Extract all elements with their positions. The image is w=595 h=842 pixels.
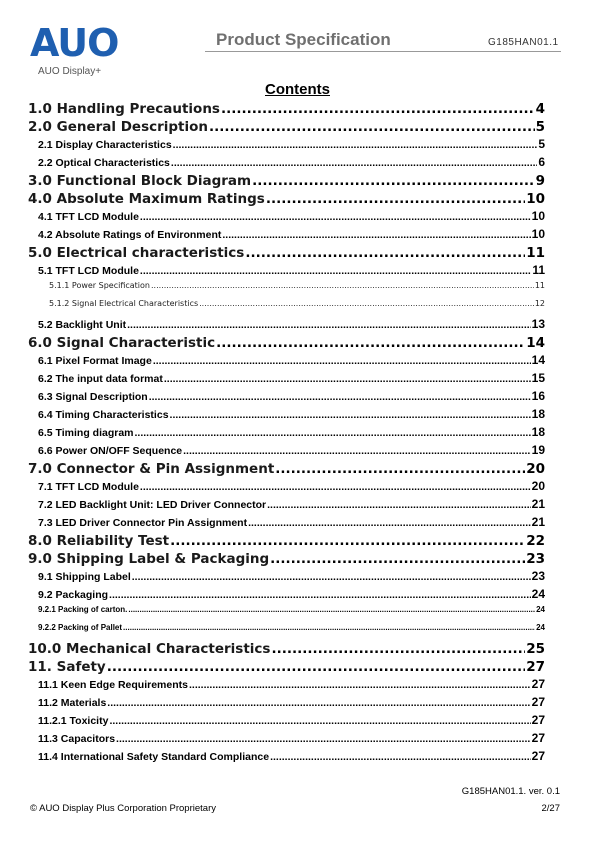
logo-mark: AUO — [30, 21, 119, 65]
toc-dot-leader — [151, 281, 534, 290]
toc-entry-page: 18 — [531, 407, 545, 421]
toc-entry-page: 14 — [531, 353, 545, 367]
toc-entry-title: 11.3 Capacitors — [38, 733, 116, 745]
toc-dot-leader — [245, 245, 525, 261]
toc-entry[interactable] — [28, 425, 545, 443]
toc-entry-page: 18 — [531, 425, 545, 439]
toc-entry[interactable] — [28, 533, 545, 551]
toc-entry-title: 11.2 Materials — [38, 697, 107, 709]
toc-entry-page: 27 — [531, 749, 545, 763]
toc-dot-leader — [149, 391, 531, 403]
toc-entry-page: 9 — [535, 173, 545, 189]
toc-dot-leader — [252, 173, 534, 189]
toc-entry[interactable] — [28, 299, 545, 317]
toc-entry[interactable] — [28, 497, 545, 515]
toc-entry-page: 21 — [531, 515, 545, 529]
toc-entry[interactable] — [28, 479, 545, 497]
toc-entry-page: 13 — [531, 317, 545, 331]
toc-entry-page: 5 — [538, 137, 545, 151]
toc-entry[interactable] — [28, 515, 545, 533]
toc-entry[interactable] — [28, 659, 545, 677]
toc-dot-leader — [128, 605, 535, 614]
toc-entry-title: 5.1.1 Power Specification — [49, 281, 150, 290]
toc-entry-page: 19 — [531, 443, 545, 457]
toc-entry-page: 5 — [535, 119, 545, 135]
toc-entry-page: 12 — [534, 299, 545, 308]
toc-entry[interactable] — [28, 443, 545, 461]
toc-entry-page: 10 — [531, 209, 545, 223]
toc-entry-page: 10 — [531, 227, 545, 241]
toc-entry[interactable] — [28, 551, 545, 569]
toc-dot-leader — [132, 571, 531, 583]
toc-entry[interactable] — [28, 389, 545, 407]
toc-entry-page: 20 — [531, 479, 545, 493]
toc-entry-title: 2.0 General Description — [28, 119, 209, 135]
toc-entry[interactable] — [28, 137, 545, 155]
toc-dot-leader — [140, 211, 531, 223]
toc-entry-page: 20 — [526, 461, 545, 477]
toc-entry-page: 27 — [526, 659, 545, 675]
toc-entry-page: 10 — [526, 191, 545, 207]
toc-dot-leader — [275, 461, 525, 477]
toc-entry-page: 11 — [534, 281, 545, 290]
toc-dot-leader — [109, 589, 531, 601]
toc-entry-page: 23 — [526, 551, 545, 567]
footer-page-number: 2/27 — [541, 803, 560, 814]
toc-entry-title: 8.0 Reliability Test — [28, 533, 170, 549]
toc-dot-leader — [199, 299, 534, 308]
toc-entry-title: 9.0 Shipping Label & Packaging — [28, 551, 270, 567]
toc-entry[interactable] — [28, 713, 545, 731]
toc-entry[interactable] — [28, 227, 545, 245]
toc-entry[interactable] — [28, 677, 545, 695]
toc-entry[interactable] — [28, 407, 545, 425]
toc-dot-leader — [107, 659, 525, 675]
toc-entry-page: 16 — [531, 389, 545, 403]
toc-dot-leader — [209, 119, 535, 135]
toc-dot-leader — [266, 191, 525, 207]
toc-dot-leader — [170, 533, 525, 549]
toc-entry-title: 4.0 Absolute Maximum Ratings — [28, 191, 265, 207]
toc-entry-title: 7.1 TFT LCD Module — [38, 481, 139, 493]
toc-entry[interactable] — [28, 587, 545, 605]
toc-entry[interactable] — [28, 101, 545, 119]
auo-logo — [30, 21, 119, 80]
toc-dot-leader — [116, 733, 531, 745]
header-model-code: G185HAN01.1 — [488, 37, 559, 48]
toc-dot-leader — [248, 517, 531, 529]
toc-entry-title: 6.2 The input data format — [38, 373, 163, 385]
toc-entry-page: 4 — [535, 101, 545, 117]
toc-entry-page: 24 — [531, 587, 545, 601]
toc-entry-title: 7.0 Connector & Pin Assignment — [28, 461, 275, 477]
toc-entry-page: 15 — [531, 371, 545, 385]
toc-entry[interactable] — [28, 641, 545, 659]
toc-entry-title: 9.2 Packaging — [38, 589, 109, 601]
toc-entry-page: 25 — [526, 641, 545, 657]
toc-entry[interactable] — [28, 731, 545, 749]
toc-entry[interactable] — [28, 605, 545, 623]
toc-entry[interactable] — [28, 335, 545, 353]
toc-entry-page: 24 — [536, 605, 545, 614]
toc-dot-leader — [221, 101, 535, 117]
footer-copyright: © AUO Display Plus Corporation Proprietary — [30, 803, 216, 814]
toc-entry-title: 3.0 Functional Block Diagram — [28, 173, 252, 189]
toc-dot-leader — [270, 551, 525, 567]
toc-entry[interactable] — [28, 263, 545, 281]
toc-dot-leader — [123, 623, 535, 632]
toc-entry[interactable] — [28, 623, 545, 641]
toc-dot-leader — [189, 679, 531, 691]
toc-entry-title: 6.5 Timing diagram — [38, 427, 134, 439]
toc-dot-leader — [173, 139, 538, 151]
toc-entry-title: 5.1 TFT LCD Module — [38, 265, 139, 277]
toc-dot-leader — [270, 751, 531, 763]
toc-entry-title: 7.2 LED Backlight Unit: LED Driver Connector — [38, 499, 267, 511]
header-divider — [205, 51, 561, 52]
toc-entry-page: 11 — [526, 245, 545, 261]
toc-dot-leader — [222, 229, 530, 241]
toc-dot-leader — [164, 373, 531, 385]
toc-dot-leader — [171, 157, 537, 169]
toc-entry[interactable] — [28, 173, 545, 191]
toc-entry-title: 6.4 Timing Characteristics — [38, 409, 169, 421]
table-of-contents — [28, 101, 545, 767]
toc-entry-page: 21 — [531, 497, 545, 511]
toc-entry[interactable] — [28, 371, 545, 389]
toc-entry[interactable] — [28, 461, 545, 479]
toc-dot-leader — [135, 427, 531, 439]
toc-entry-title: 11.1 Keen Edge Requirements — [38, 679, 188, 691]
toc-entry-page: 6 — [538, 155, 545, 169]
toc-entry-page: 27 — [531, 677, 545, 691]
toc-entry[interactable] — [28, 317, 545, 335]
footer-version: G185HAN01.1. ver. 0.1 — [461, 786, 560, 797]
toc-dot-leader — [170, 409, 531, 421]
toc-entry-title: 6.3 Signal Description — [38, 391, 148, 403]
toc-entry-title: 4.2 Absolute Ratings of Environment — [38, 229, 222, 241]
toc-entry-title: 11. Safety — [28, 659, 106, 675]
contents-title: Contents — [265, 81, 330, 98]
toc-entry[interactable] — [28, 569, 545, 587]
toc-entry-title: 2.2 Optical Characteristics — [38, 157, 170, 169]
toc-dot-leader — [267, 499, 531, 511]
toc-entry-page: 22 — [526, 533, 545, 549]
toc-entry-title: 11.2.1 Toxicity — [38, 715, 109, 727]
toc-entry-page: 27 — [531, 695, 545, 709]
toc-entry-title: 6.6 Power ON/OFF Sequence — [38, 445, 183, 457]
toc-entry-page: 14 — [526, 335, 545, 351]
toc-entry-page: 27 — [531, 713, 545, 727]
toc-entry[interactable] — [28, 245, 545, 263]
toc-entry[interactable] — [28, 353, 545, 371]
toc-entry-title: 9.1 Shipping Label — [38, 571, 131, 583]
toc-entry-page: 27 — [531, 731, 545, 745]
toc-dot-leader — [271, 641, 525, 657]
toc-dot-leader — [109, 715, 530, 727]
toc-entry-title: 4.1 TFT LCD Module — [38, 211, 139, 223]
toc-entry[interactable] — [28, 695, 545, 713]
toc-dot-leader — [153, 355, 531, 367]
toc-entry-page: 11 — [532, 263, 545, 277]
toc-entry-title: 7.3 LED Driver Connector Pin Assignment — [38, 517, 248, 529]
toc-entry-page: 24 — [536, 623, 545, 632]
toc-dot-leader — [107, 697, 530, 709]
toc-entry-title: 2.1 Display Characteristics — [38, 139, 172, 151]
toc-entry-title: 11.4 International Safety Standard Compliance — [38, 751, 270, 763]
toc-dot-leader — [140, 481, 531, 493]
toc-dot-leader — [127, 319, 531, 331]
toc-entry[interactable] — [28, 155, 545, 173]
header-title: Product Specification — [216, 30, 391, 49]
toc-entry[interactable] — [28, 191, 545, 209]
toc-entry[interactable] — [28, 119, 545, 137]
toc-entry-title: 1.0 Handling Precautions — [28, 101, 220, 117]
toc-entry-title: 10.0 Mechanical Characteristics — [28, 641, 271, 657]
toc-dot-leader — [183, 445, 531, 457]
toc-entry-title: 6.0 Signal Characteristic — [28, 335, 216, 351]
toc-entry-title: 9.2.1 Packing of carton. — [38, 605, 128, 614]
toc-entry-title: 5.2 Backlight Unit — [38, 319, 127, 331]
logo-subtext: AUO Display+ — [38, 66, 102, 77]
toc-dot-leader — [140, 265, 531, 277]
toc-entry-title: 5.1.2 Signal Electrical Characteristics — [49, 299, 199, 308]
toc-entry-title: 9.2.2 Packing of Pallet — [38, 623, 123, 632]
toc-dot-leader — [216, 335, 525, 351]
toc-entry-title: 6.1 Pixel Format Image — [38, 355, 152, 367]
toc-entry[interactable] — [28, 281, 545, 299]
toc-entry[interactable] — [28, 209, 545, 227]
toc-entry-title: 5.0 Electrical characteristics — [28, 245, 245, 261]
toc-entry-page: 23 — [531, 569, 545, 583]
toc-entry[interactable] — [28, 749, 545, 767]
